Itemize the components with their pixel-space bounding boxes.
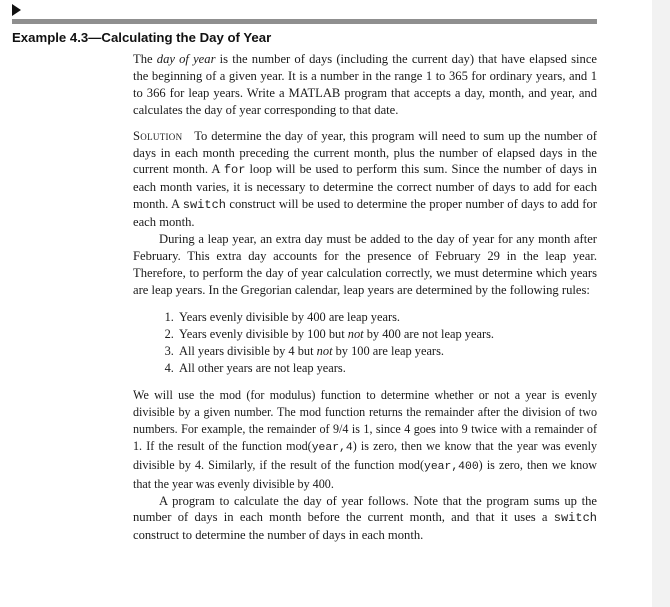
solution-label: Solution [133,128,183,143]
intro-paragraph: The day of year is the number of days (including the current day) that have elapsed since the beginning of a given year. It is a number in the range 1 to 365 for ordinary years, and 1 to 366 for leap years. Write a MATLAB program that accepts a day, month, and year, and calculates the day of year corresponding to that date. [133,52,598,117]
example-title: Example 4.3—Calculating the Day of Year [12,30,272,45]
mod-paragraph: We will use the mod (for modulus) function to determine whether or not a year is evenly divisible by a given number. The mod function returns the remainder after the division of two numbers. For example, the remainder of 9/4 is 1, since 4 goes into 9 twice with a remainder of 1. If the result of the function mod(year,4) is zero, then we know that the year was evenly divisible by 4. Similarly, if the result of the function mod(year,400) is zero, then we know that the year was evenly divisible by 400. [133,387,597,491]
rule-item: 2. Years evenly divisible by 100 but not by 400 are not leap years. [177,326,597,343]
code-switch: switch [182,198,226,213]
header-rule [12,19,597,24]
closing-paragraph: A program to calculate the day of year follows. Note that the program sums up the number of days in each month before the current month, and that it uses a switch construct to determine the number of days in each month. [133,493,597,543]
rule-item: 3. All years divisible by 4 but not by 100 are leap years. [177,343,597,360]
rule-item: 1. Years evenly divisible by 400 are leap years. [177,309,597,326]
mod-function-name: mod [219,387,242,402]
page-margin-strip [652,0,670,607]
leap-year-paragraph: During a leap year, an extra day must be added to the day of year for any month after February. This extra day accounts for the presence of February 29 in the leap year. Therefore, to perform the day of year calculation correctly, we must determine which years are leap years. In the Gregorian calendar, leap years are determined by the following rules: [133,232,597,297]
day-of-year-term: day of year [156,52,216,66]
play-arrow-icon [12,4,21,16]
example-body [133,51,597,544]
solution-paragraph: Solution To determine the day of year, this program will need to sum up the number of days in each month preceding the current month, plus the number of elapsed days in the current month. A for loop will be used to perform this sum. Since the number of days in each month varies, it is necessary to determine the correct number of days to add for each month. A switch construct will be used to determine the proper number of days to add for each month. [133,128,598,230]
rule-item: 4. All other years are not leap years. [177,360,597,377]
code-switch-closing: switch [553,511,597,526]
leap-year-rules-list [133,309,597,378]
code-for: for [223,163,246,178]
